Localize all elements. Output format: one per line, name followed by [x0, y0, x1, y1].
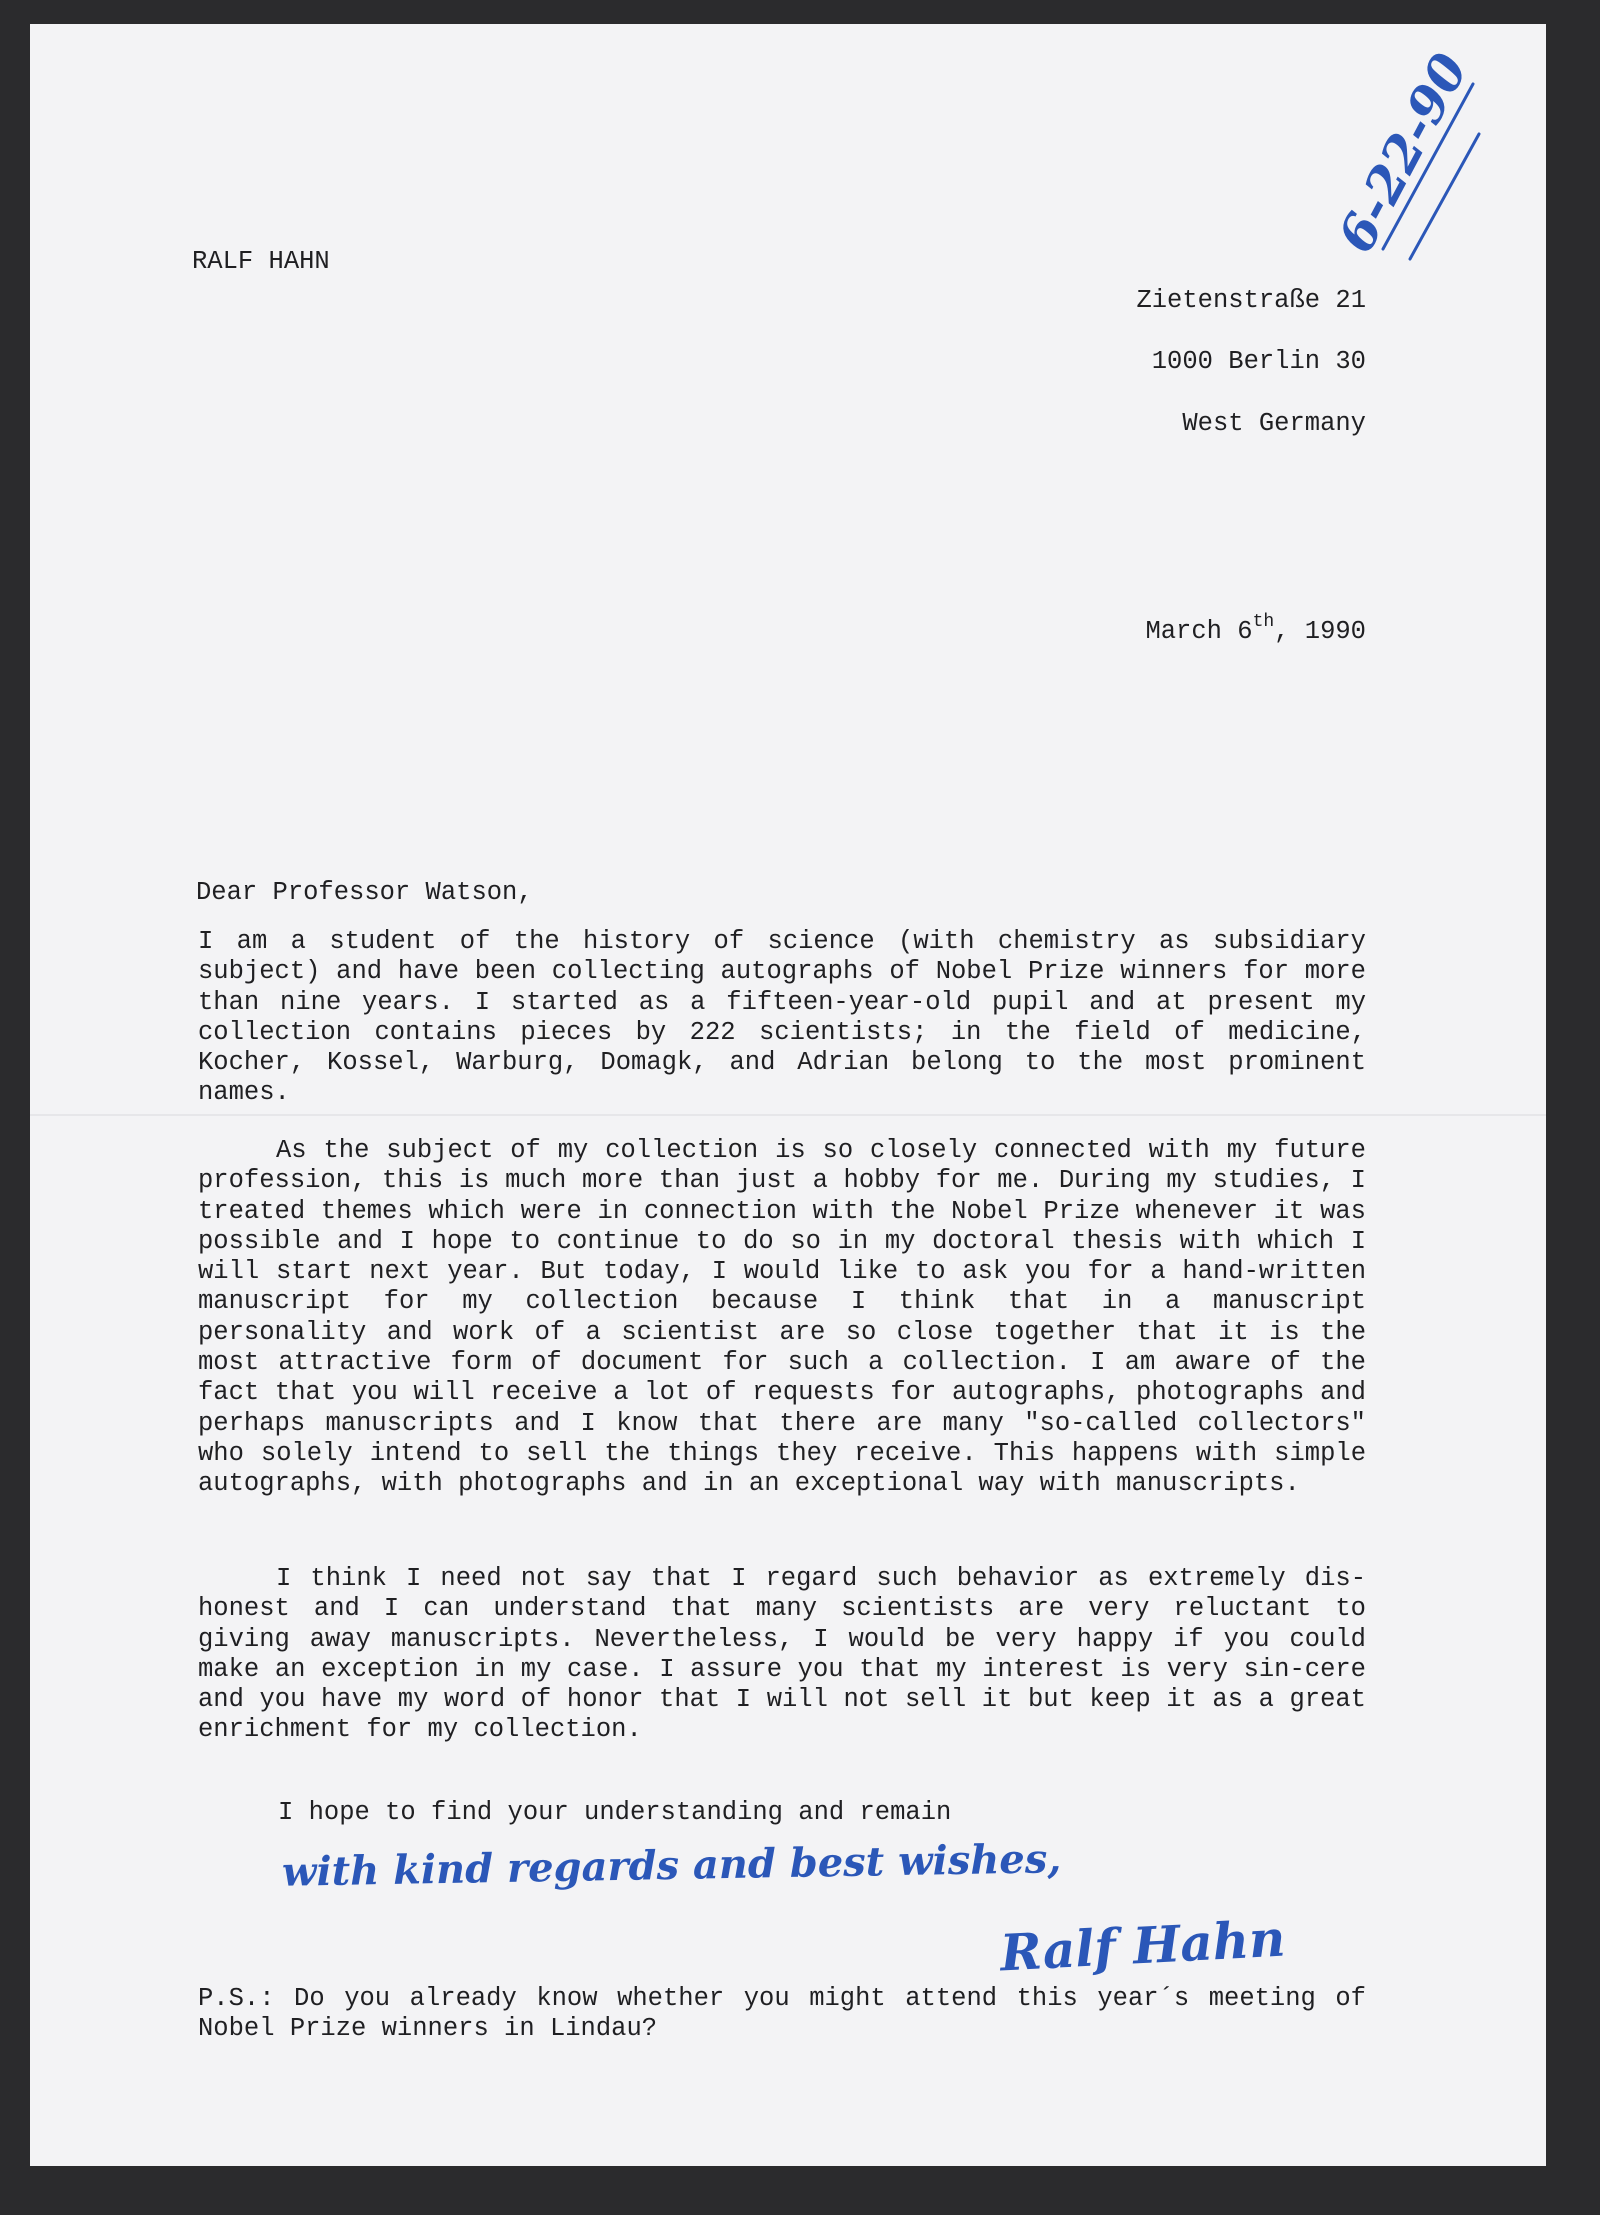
handwritten-date-annotation: 6-22-90: [1326, 43, 1480, 262]
date-year: , 1990: [1274, 617, 1366, 646]
date-month-day: March 6: [1145, 617, 1253, 646]
signature: Ralf Hahn: [998, 1908, 1287, 1983]
address-street: Zietenstraße 21: [1136, 286, 1366, 315]
postscript: P.S.: Do you already know whether you might attend this year´s meeting of Nobel Prize winners in Lindau?: [198, 1984, 1366, 2044]
letter-page: [30, 24, 1546, 2166]
closing-line: I hope to find your understanding and remain: [278, 1798, 952, 1827]
date-suffix: th: [1252, 612, 1275, 632]
address-country: West Germany: [1182, 409, 1366, 438]
body-paragraph-1: I am a student of the history of science (with chemistry as subsidiary subject) and have been collecting autographs of Nobel Prize winners for more than nine years. I started as a fifteen-year-old pupil and at present my collection contains pieces by 222 scientists; in the field of medicine, Kocher, Kossel, Warburg, Domagk, and Adrian belong to the most prominent names.: [198, 927, 1366, 1108]
address-city: 1000 Berlin 30: [1151, 347, 1366, 376]
letter-date: [1145, 612, 1366, 647]
paper-fold-line: [30, 1114, 1546, 1116]
salutation: Dear Professor Watson,: [196, 878, 533, 907]
body-paragraph-3: I think I need not say that I regard such behavior as extremely dis-honest and I can understand that many scientists are very reluctant to giving away manuscripts. Nevertheless, I would be very happy if you could make an exception in my case. I assure you that my interest is very sin-cere and you have my word of honor that I will not sell it but keep it as a great enrichment for my collection.: [198, 1564, 1366, 1745]
body-paragraph-2: As the subject of my collection is so closely connected with my future profession, this is much more than just a hobby for me. During my studies, I treated themes which were in connection with the Nobel Prize whenever it was possible and I hope to continue to do so in my doctoral thesis with which I will start next year. But today, I would like to ask you for a hand-written manuscript for my collection because I think that in a manuscript personality and work of a scientist are so close together that it is the most attractive form of document for such a collection. I am aware of the fact that you will receive a lot of requests for autographs, photographs and perhaps manuscripts and I know that there are many "so-called collectors" who solely intend to sell the things they receive. This happens with simple autographs, with photographs and in an exceptional way with manuscripts.: [198, 1136, 1366, 1499]
annotation-underline-strokes: [1355, 74, 1485, 264]
handwritten-closing: with kind regards and best wishes,: [281, 1835, 1062, 1896]
sender-name: RALF HAHN: [192, 247, 330, 276]
